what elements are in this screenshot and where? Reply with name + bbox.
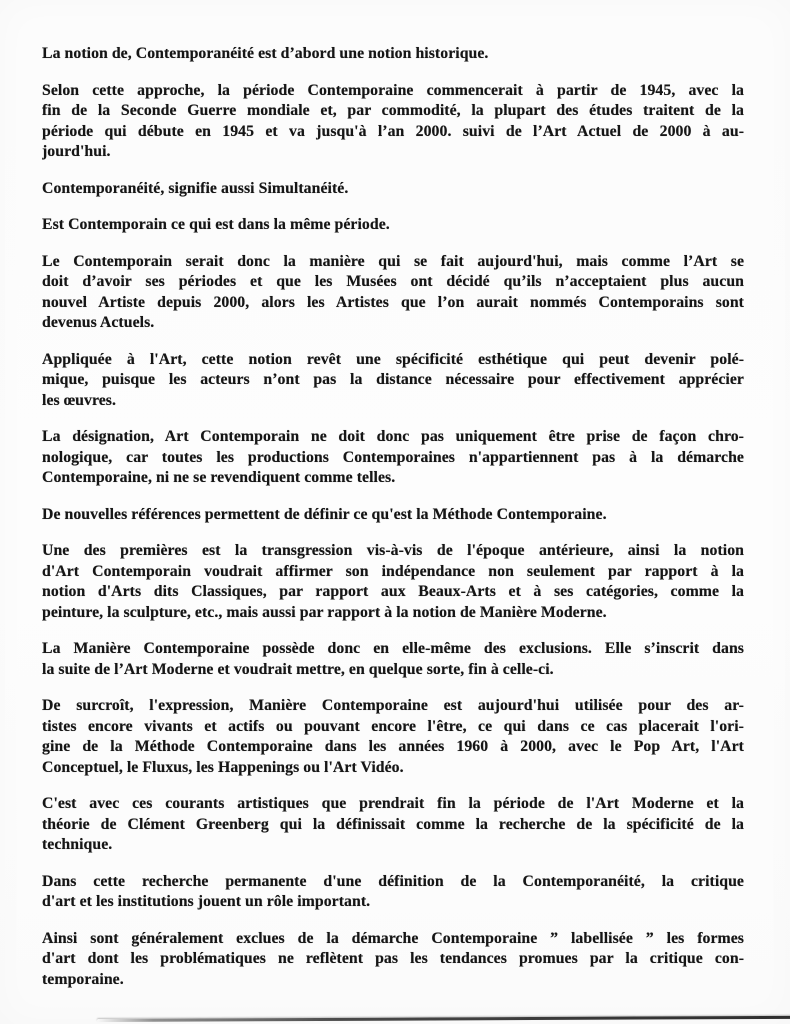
text-line: temporaine. — [42, 970, 124, 988]
text-line: nouvel Artiste depuis 2000, alors les Artistes que l’on aurait nommés Contemporains sont — [42, 293, 744, 311]
text-paragraph — [42, 252, 744, 334]
text-paragraph — [42, 541, 744, 623]
text-line: tistes encore vivants et actifs ou pouvant encore l'être, ce qui dans ce cas placerait l'ori- — [42, 717, 744, 735]
text-line: théorie de Clément Greenberg qui la définissait comme la recherche de la spécificité de la — [42, 815, 744, 833]
text-line: nologique, car toutes les productions Contemporaines n'appartiennent pas à la démarche — [42, 448, 744, 466]
text-line: devenus Actuels. — [42, 314, 155, 331]
text-line: d'art dont les problématiques ne reflètent pas les tendances promues par la critique con- — [42, 950, 744, 967]
text-line: doit d’avoir ses périodes et que les Musées ont décidé qu’ils n’acceptaient plus aucun — [42, 273, 744, 290]
text-paragraph — [42, 872, 744, 913]
text-paragraph — [42, 81, 744, 163]
text-paragraph — [42, 505, 744, 526]
document-text-block — [42, 44, 744, 1006]
text-line: peinture, la sculpture, etc., mais aussi par rapport à la notion de Manière Moderne. — [42, 603, 607, 621]
text-line: fin de la Seconde Guerre mondiale et, par commodité, la plupart des études traitent de la — [42, 102, 744, 119]
text-line: technique. — [42, 836, 113, 853]
text-line: jourd'hui. — [42, 143, 111, 160]
text-line: Ainsi sont généralement exclues de la démarche Contemporaine ” labellisée ” les formes — [42, 929, 744, 947]
text-paragraph — [42, 794, 744, 856]
text-line: gine de la Méthode Contemporaine dans les années 1960 à 2000, avec le Pop Art, l'Art — [42, 738, 744, 755]
text-line: Contemporanéité, signifie aussi Simultanéité. — [42, 179, 349, 197]
text-line: Appliquée à l'Art, cette notion revêt une spécificité esthétique qui peut devenir polé- — [42, 350, 744, 368]
text-line: les œuvres. — [42, 391, 116, 409]
bottom-scan-artifact — [97, 1016, 790, 1022]
text-line: Une des premières est la transgression vis-à-vis de l'époque antérieure, ainsi la notion — [42, 542, 744, 559]
text-line: Le Contemporain serait donc la manière qui se fait aujourd'hui, mais comme l’Art se — [42, 252, 744, 270]
text-line: Selon cette approche, la période Contemporaine commencerait à partir de 1945, avec la — [42, 81, 744, 99]
text-line: Conceptuel, le Fluxus, les Happenings ou l'Art Vidéo. — [42, 758, 404, 776]
text-line: De nouvelles références permettent de définir ce qu'est la Méthode Contemporaine. — [42, 505, 607, 523]
text-paragraph — [42, 427, 744, 489]
text-paragraph — [42, 696, 744, 778]
text-paragraph — [42, 350, 744, 412]
text-line: La désignation, Art Contemporain ne doit donc pas uniquement être prise de façon chro- — [42, 428, 744, 445]
text-line: notion d'Arts dits Classiques, par rapport aux Beaux-Arts et à ses catégories, comme la — [42, 583, 744, 600]
text-line: C'est avec ces courants artistiques que prendrait fin la période de l'Art Moderne et la — [42, 795, 744, 812]
text-line: mique, puisque les acteurs n’ont pas la distance nécessaire pour effectivement apprécier — [42, 371, 744, 388]
text-line: la suite de l’Art Moderne et voudrait mettre, en quelque sorte, fin à celle-ci. — [42, 660, 554, 678]
text-line: d'Art Contemporain voudrait affirmer son indépendance non seulement par rapport à la — [42, 562, 744, 580]
text-paragraph — [42, 929, 744, 991]
text-line: Contemporaine, ni ne se revendiquent comme telles. — [42, 469, 396, 486]
text-paragraph — [42, 179, 744, 200]
text-line: La Manière Contemporaine possède donc en elle-même des exclusions. Elle s’inscrit dans — [42, 640, 744, 657]
text-line: De surcroît, l'expression, Manière Contemporaine est aujourd'hui utilisée pour des ar- — [42, 697, 744, 714]
text-paragraph — [42, 215, 744, 236]
text-line: Dans cette recherche permanente d'une définition de la Contemporanéité, la critique — [42, 872, 744, 890]
text-paragraph — [42, 639, 744, 680]
text-paragraph — [42, 44, 744, 65]
text-line: Est Contemporain ce qui est dans la même période. — [42, 216, 390, 233]
text-line: d'art et les institutions jouent un rôle important. — [42, 893, 371, 910]
text-line: période qui débute en 1945 et va jusqu'à l’an 2000. suivi de l’Art Actuel de 2000 à au- — [42, 122, 744, 140]
text-line: La notion de, Contemporanéité est d’abord une notion historique. — [42, 45, 489, 62]
